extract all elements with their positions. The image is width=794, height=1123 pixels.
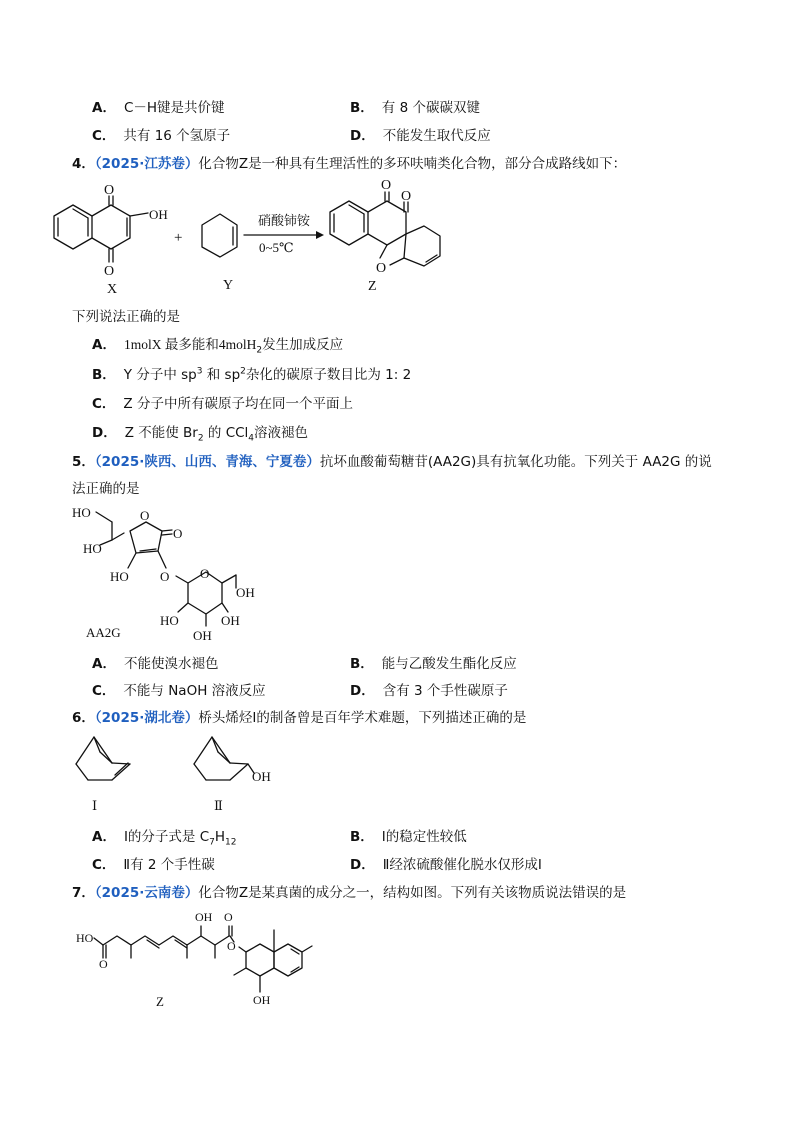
q6-option-d: D． Ⅱ经浓硫酸催化脱水仅形成Ⅰ: [350, 857, 542, 873]
q6-option-a: A． Ⅰ的分子式是 $C_7H_{12}$: [92, 829, 237, 848]
q5-stem-line2: 法正确的是: [72, 481, 140, 497]
q5-option-c: C． 不能与 NaOH 溶液反应: [92, 683, 266, 699]
svg-text:X: X: [107, 282, 118, 297]
q5-option-d: D． 含有 3 个手性碳原子: [350, 683, 508, 699]
svg-text:OH: OH: [195, 910, 213, 924]
q3-option-a: A． C－H键是共价键: [92, 100, 225, 116]
svg-text:0~5℃: 0~5℃: [259, 240, 294, 255]
svg-text:O: O: [99, 957, 108, 971]
q6-option-c: C． Ⅱ有 2 个手性碳: [92, 857, 215, 873]
svg-text:OH: OH: [149, 207, 168, 222]
q6-option-b: B． Ⅰ的稳定性较低: [350, 829, 467, 845]
svg-text:Z: Z: [368, 279, 377, 294]
svg-text:HO: HO: [72, 505, 91, 520]
svg-text:AA2G: AA2G: [86, 625, 121, 640]
svg-text:O: O: [173, 526, 183, 541]
q3-option-c: C． 共有 16 个氢原子: [92, 128, 231, 144]
svg-text:O: O: [401, 189, 412, 204]
svg-text:Y: Y: [223, 278, 234, 293]
q5-stem-line1: 5．（2025·陕西、山西、青海、宁夏卷）抗坏血酸葡萄糖苷(AA2G)具有抗氧化功能。下列关于 AA2G 的说: [72, 454, 712, 470]
svg-text:Ⅱ: Ⅱ: [214, 798, 223, 813]
q4-stem: 4．（2025·江苏卷）化合物Z是一种具有生理活性的多环呋喃类化合物，部分合成路线如下：: [72, 156, 627, 172]
svg-text:Z: Z: [156, 994, 164, 1009]
svg-text:OH: OH: [193, 628, 212, 643]
svg-text:O: O: [104, 183, 115, 198]
svg-text:O: O: [140, 508, 150, 523]
svg-text:HO: HO: [160, 613, 179, 628]
q3-option-d: D． 不能发生取代反应: [350, 128, 491, 144]
svg-text:O: O: [160, 569, 170, 584]
svg-text:O: O: [104, 264, 115, 279]
svg-text:HO: HO: [110, 569, 129, 584]
q6-stem: 6．（2025·湖北卷）桥头烯烃Ⅰ的制备曾是百年学术难题，下列描述正确的是: [72, 710, 527, 726]
q4-prompt: 下列说法正确的是: [72, 309, 180, 325]
svg-text:OH: OH: [221, 613, 240, 628]
svg-text:O: O: [376, 261, 387, 276]
svg-text:O: O: [227, 939, 236, 953]
q4-option-c: C． Z 分子中所有碳原子均在同一个平面上: [92, 396, 353, 412]
svg-text:O: O: [381, 178, 392, 193]
svg-text:HO: HO: [76, 931, 94, 945]
svg-text:+: +: [174, 230, 183, 246]
q3-option-b: B． 有 8 个碳碳双键: [350, 100, 480, 116]
svg-text:O: O: [224, 910, 233, 924]
svg-text:硝酸铈铵: 硝酸铈铵: [258, 214, 311, 229]
svg-text:OH: OH: [252, 769, 271, 784]
q5-option-b: B． 能与乙酸发生酯化反应: [350, 656, 517, 672]
q4-option-b: B． Y 分子中 $sp^3$ 和 $sp^2$杂化的碳原子数目比为 1: 2: [92, 366, 412, 383]
q4-option-d: D． Z 不能使 $Br_2$ 的 CCl$_4$溶液褪色: [92, 425, 309, 444]
svg-text:O: O: [200, 566, 210, 581]
q5-option-a: A． 不能使溴水褪色: [92, 656, 219, 672]
svg-text:OH: OH: [236, 585, 255, 600]
q4-option-a: A． 1molX 最多能和4molH$_2$发生加成反应: [92, 337, 344, 356]
q7-stem: 7．（2025·云南卷）化合物Z是某真菌的成分之一，结构如图。下列有关该物质说法错误的是: [72, 885, 627, 901]
svg-text:Ⅰ: Ⅰ: [92, 798, 98, 813]
svg-text:OH: OH: [253, 993, 271, 1007]
svg-text:HO: HO: [83, 541, 102, 556]
